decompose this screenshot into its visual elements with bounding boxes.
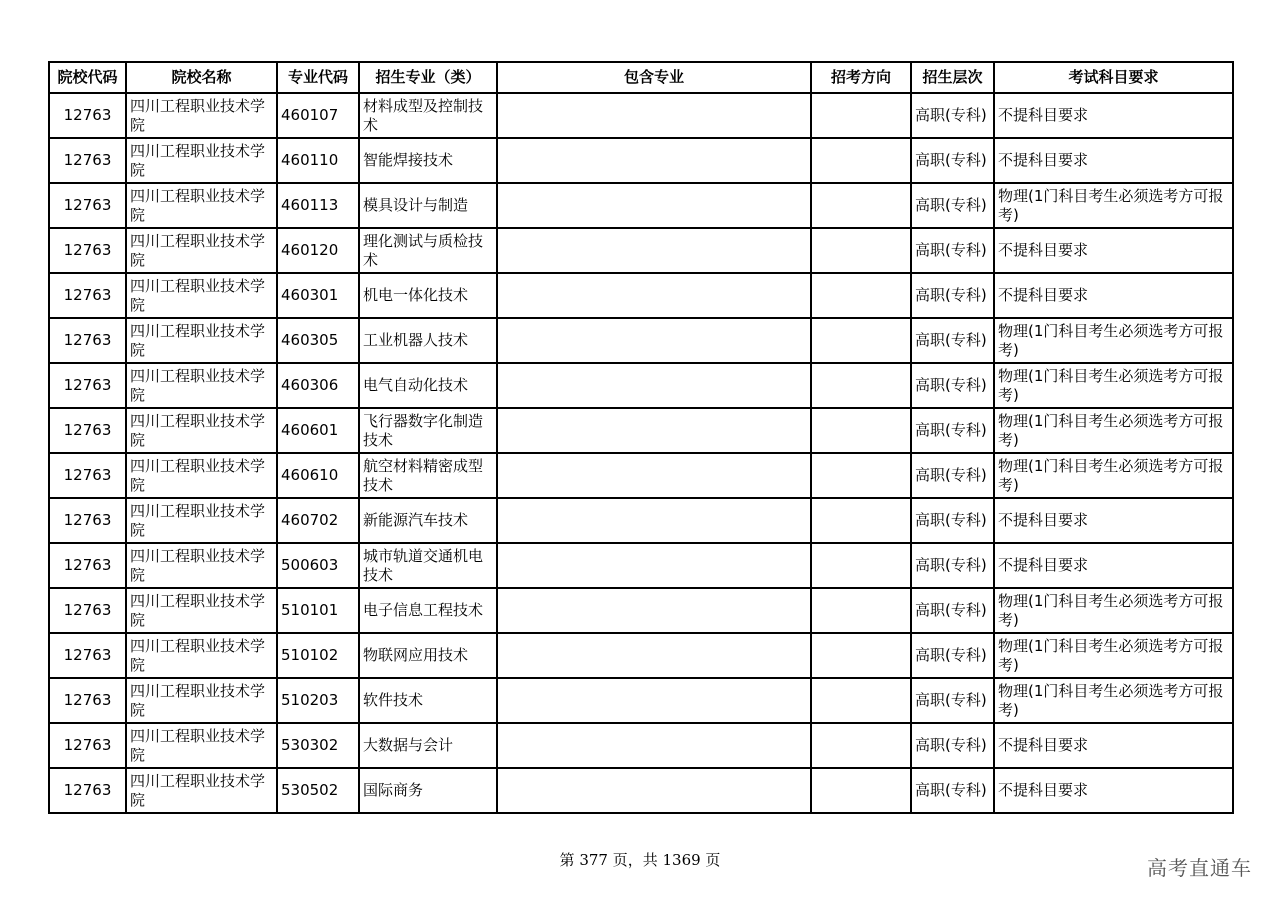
cell-school-name: 四川工程职业技术学院: [126, 543, 277, 588]
table-row: [49, 678, 1233, 723]
cell-included-majors: [497, 183, 811, 228]
cell-requirement: 物理(1门科目考生必须选考方可报考): [994, 183, 1233, 228]
cell-school-code: 12763: [49, 273, 126, 318]
cell-school-name: 四川工程职业技术学院: [126, 678, 277, 723]
cell-direction: [811, 408, 911, 453]
cell-school-code: 12763: [49, 138, 126, 183]
cell-school-name: 四川工程职业技术学院: [126, 633, 277, 678]
cell-direction: [811, 93, 911, 138]
cell-school-name: 四川工程职业技术学院: [126, 183, 277, 228]
cell-direction: [811, 633, 911, 678]
table-row: [49, 93, 1233, 138]
cell-direction: [811, 543, 911, 588]
cell-included-majors: [497, 678, 811, 723]
cell-included-majors: [497, 498, 811, 543]
header-level: 招生层次: [911, 62, 994, 93]
cell-school-code: 12763: [49, 453, 126, 498]
watermark-logo: 高考直通车: [1147, 856, 1252, 880]
table-row: [49, 138, 1233, 183]
cell-school-name: 四川工程职业技术学院: [126, 453, 277, 498]
cell-major-code: 460107: [277, 93, 359, 138]
cell-direction: [811, 228, 911, 273]
cell-school-code: 12763: [49, 633, 126, 678]
cell-major: 模具设计与制造: [359, 183, 497, 228]
cell-level: 高职(专科): [911, 588, 994, 633]
cell-major: 新能源汽车技术: [359, 498, 497, 543]
cell-major-code: 460113: [277, 183, 359, 228]
cell-requirement: 物理(1门科目考生必须选考方可报考): [994, 588, 1233, 633]
cell-requirement: 物理(1门科目考生必须选考方可报考): [994, 678, 1233, 723]
table-row: [49, 363, 1233, 408]
cell-included-majors: [497, 93, 811, 138]
cell-direction: [811, 318, 911, 363]
table-row: [49, 273, 1233, 318]
cell-requirement: 不提科目要求: [994, 723, 1233, 768]
cell-requirement: 不提科目要求: [994, 138, 1233, 183]
cell-major-code: 460120: [277, 228, 359, 273]
cell-requirement: 不提科目要求: [994, 273, 1233, 318]
cell-included-majors: [497, 588, 811, 633]
cell-direction: [811, 723, 911, 768]
cell-school-name: 四川工程职业技术学院: [126, 723, 277, 768]
cell-requirement: 物理(1门科目考生必须选考方可报考): [994, 318, 1233, 363]
cell-requirement: 物理(1门科目考生必须选考方可报考): [994, 363, 1233, 408]
cell-major: 软件技术: [359, 678, 497, 723]
cell-school-name: 四川工程职业技术学院: [126, 318, 277, 363]
cell-direction: [811, 273, 911, 318]
cell-school-code: 12763: [49, 408, 126, 453]
cell-level: 高职(专科): [911, 723, 994, 768]
cell-major-code: 460305: [277, 318, 359, 363]
table-row: [49, 543, 1233, 588]
cell-level: 高职(专科): [911, 498, 994, 543]
cell-major: 机电一体化技术: [359, 273, 497, 318]
cell-school-code: 12763: [49, 183, 126, 228]
table-row: [49, 228, 1233, 273]
cell-level: 高职(专科): [911, 678, 994, 723]
cell-major-code: 500603: [277, 543, 359, 588]
cell-requirement: 不提科目要求: [994, 498, 1233, 543]
cell-direction: [811, 138, 911, 183]
cell-included-majors: [497, 768, 811, 813]
cell-requirement: 不提科目要求: [994, 93, 1233, 138]
cell-direction: [811, 498, 911, 543]
header-major-code: 专业代码: [277, 62, 359, 93]
cell-school-code: 12763: [49, 363, 126, 408]
cell-major: 材料成型及控制技术: [359, 93, 497, 138]
cell-school-code: 12763: [49, 588, 126, 633]
cell-school-name: 四川工程职业技术学院: [126, 588, 277, 633]
cell-included-majors: [497, 633, 811, 678]
cell-major-code: 460306: [277, 363, 359, 408]
cell-requirement: 物理(1门科目考生必须选考方可报考): [994, 408, 1233, 453]
cell-major-code: 510102: [277, 633, 359, 678]
cell-direction: [811, 183, 911, 228]
cell-major-code: 460601: [277, 408, 359, 453]
cell-included-majors: [497, 228, 811, 273]
cell-major: 大数据与会计: [359, 723, 497, 768]
cell-level: 高职(专科): [911, 228, 994, 273]
header-requirement: 考试科目要求: [994, 62, 1233, 93]
cell-included-majors: [497, 543, 811, 588]
cell-requirement: 不提科目要求: [994, 543, 1233, 588]
cell-level: 高职(专科): [911, 183, 994, 228]
cell-included-majors: [497, 138, 811, 183]
cell-school-name: 四川工程职业技术学院: [126, 273, 277, 318]
cell-school-name: 四川工程职业技术学院: [126, 498, 277, 543]
cell-level: 高职(专科): [911, 768, 994, 813]
admission-table: [48, 61, 1234, 814]
table-row: [49, 453, 1233, 498]
cell-school-name: 四川工程职业技术学院: [126, 768, 277, 813]
cell-school-code: 12763: [49, 768, 126, 813]
cell-major-code: 510101: [277, 588, 359, 633]
cell-included-majors: [497, 273, 811, 318]
cell-school-code: 12763: [49, 93, 126, 138]
cell-included-majors: [497, 363, 811, 408]
cell-level: 高职(专科): [911, 138, 994, 183]
table-row: [49, 588, 1233, 633]
cell-included-majors: [497, 408, 811, 453]
cell-major-code: 460301: [277, 273, 359, 318]
admission-table-container: [48, 61, 1232, 814]
table-row: [49, 408, 1233, 453]
table-header-row: [49, 62, 1233, 93]
table-row: [49, 723, 1233, 768]
cell-requirement: 物理(1门科目考生必须选考方可报考): [994, 453, 1233, 498]
cell-major: 电气自动化技术: [359, 363, 497, 408]
cell-school-name: 四川工程职业技术学院: [126, 408, 277, 453]
cell-major: 航空材料精密成型技术: [359, 453, 497, 498]
cell-direction: [811, 768, 911, 813]
cell-level: 高职(专科): [911, 543, 994, 588]
cell-direction: [811, 678, 911, 723]
table-row: [49, 768, 1233, 813]
cell-direction: [811, 363, 911, 408]
cell-included-majors: [497, 318, 811, 363]
cell-major-code: 460110: [277, 138, 359, 183]
cell-level: 高职(专科): [911, 633, 994, 678]
cell-school-code: 12763: [49, 543, 126, 588]
cell-major: 物联网应用技术: [359, 633, 497, 678]
header-direction: 招考方向: [811, 62, 911, 93]
cell-school-code: 12763: [49, 723, 126, 768]
cell-level: 高职(专科): [911, 453, 994, 498]
table-row: [49, 633, 1233, 678]
table-body: [49, 93, 1233, 813]
cell-major-code: 530302: [277, 723, 359, 768]
cell-direction: [811, 453, 911, 498]
table-row: [49, 183, 1233, 228]
cell-school-code: 12763: [49, 678, 126, 723]
cell-school-code: 12763: [49, 498, 126, 543]
header-major: 招生专业（类）: [359, 62, 497, 93]
cell-school-code: 12763: [49, 318, 126, 363]
cell-major-code: 460610: [277, 453, 359, 498]
cell-requirement: 物理(1门科目考生必须选考方可报考): [994, 633, 1233, 678]
cell-major: 工业机器人技术: [359, 318, 497, 363]
table-row: [49, 318, 1233, 363]
cell-school-name: 四川工程职业技术学院: [126, 228, 277, 273]
cell-major: 理化测试与质检技术: [359, 228, 497, 273]
cell-school-name: 四川工程职业技术学院: [126, 138, 277, 183]
cell-level: 高职(专科): [911, 363, 994, 408]
page-number: 第 377 页，共 1369 页: [559, 851, 721, 869]
cell-major: 智能焊接技术: [359, 138, 497, 183]
cell-major-code: 530502: [277, 768, 359, 813]
cell-major: 飞行器数字化制造技术: [359, 408, 497, 453]
cell-major: 电子信息工程技术: [359, 588, 497, 633]
cell-level: 高职(专科): [911, 318, 994, 363]
cell-included-majors: [497, 453, 811, 498]
cell-level: 高职(专科): [911, 93, 994, 138]
header-included-majors: 包含专业: [497, 62, 811, 93]
cell-school-name: 四川工程职业技术学院: [126, 93, 277, 138]
cell-school-name: 四川工程职业技术学院: [126, 363, 277, 408]
cell-major-code: 460702: [277, 498, 359, 543]
cell-school-code: 12763: [49, 228, 126, 273]
cell-major-code: 510203: [277, 678, 359, 723]
cell-major: 城市轨道交通机电技术: [359, 543, 497, 588]
cell-direction: [811, 588, 911, 633]
cell-major: 国际商务: [359, 768, 497, 813]
cell-included-majors: [497, 723, 811, 768]
header-school-name: 院校名称: [126, 62, 277, 93]
cell-level: 高职(专科): [911, 408, 994, 453]
cell-requirement: 不提科目要求: [994, 228, 1233, 273]
cell-level: 高职(专科): [911, 273, 994, 318]
cell-requirement: 不提科目要求: [994, 768, 1233, 813]
header-school-code: 院校代码: [49, 62, 126, 93]
table-row: [49, 498, 1233, 543]
